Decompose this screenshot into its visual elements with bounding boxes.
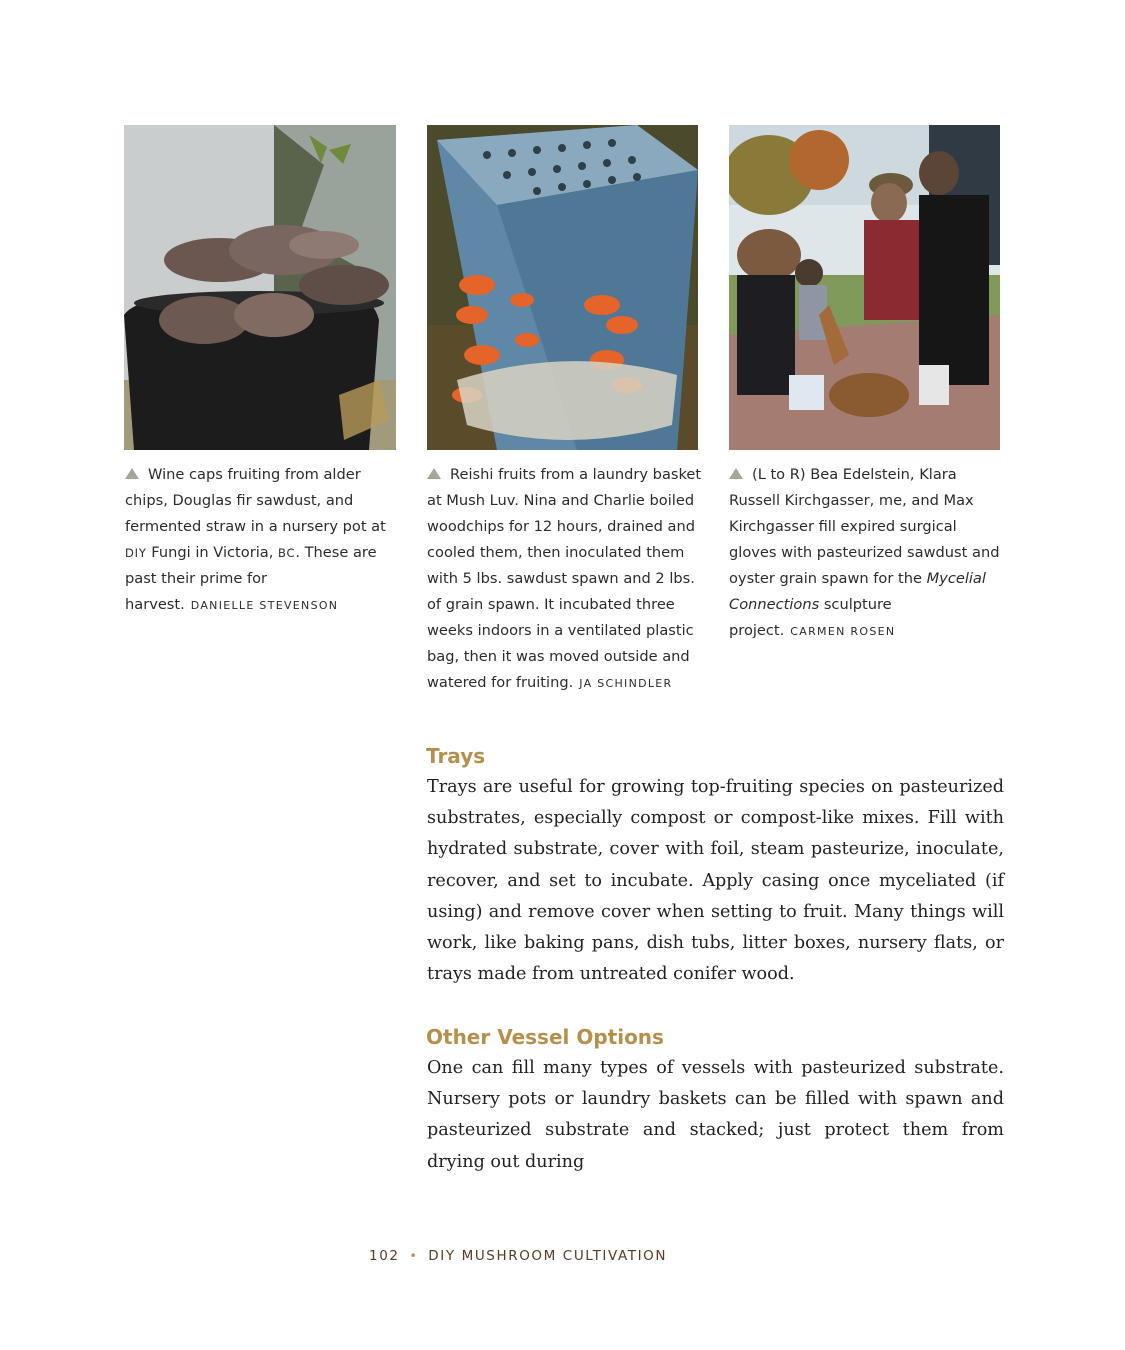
triangle-up-icon <box>125 468 139 479</box>
section-paragraph-trays: Trays are useful for growing top-fruiting species on pasteurized substrates, especially compost or compost-like mixes. Fill with hydrated substrate, cover with foil, steam pasteurize, inoculate, recover, and set to incubate. Apply casing once myceliated (if using) and remove cover when setting to fruit. Many things will work, like baking pans, dish tubs, litter boxes, nursery flats, or trays made from untreated conifer wood. <box>427 777 1004 985</box>
caption-text: Fungi in Victoria, <box>146 544 278 561</box>
photo-mycelial-connections-group <box>729 125 1000 450</box>
photo-wine-caps-nursery-pot <box>124 125 396 450</box>
page-number: 102 <box>369 1248 400 1264</box>
photo-credit: DANIELLE STEVENSON <box>190 599 339 612</box>
section-heading-other-vessel-options: Other Vessel Options <box>426 1025 664 1049</box>
caption-small-caps: DIY <box>125 546 147 560</box>
caption-small-caps: BC <box>277 546 296 560</box>
caption-text: Wine caps fruiting from alder chips, Douglas fir sawdust, and fermented straw in a nursery pot at <box>125 466 386 535</box>
caption-wine-caps <box>125 462 401 619</box>
caption-text: sculpture project. <box>729 596 892 639</box>
triangle-up-icon <box>729 468 743 479</box>
caption-mycelial-connections <box>729 462 1005 645</box>
triangle-up-icon <box>427 468 441 479</box>
caption-text: . These are past their prime for harvest. <box>125 544 377 613</box>
footer-separator: • <box>409 1249 419 1263</box>
caption-reishi <box>427 462 703 697</box>
photo-credit: JA SCHINDLER <box>579 677 673 690</box>
section-heading-trays: Trays <box>426 744 486 768</box>
section-paragraph-other-vessel-options: One can fill many types of vessels with pasteurized substrate. Nursery pots or laundry baskets can be filled with spawn and pasteurized substrate and stacked; just protect them from drying out during <box>427 1058 1004 1172</box>
caption-text: Reishi fruits from a laundry basket at Mush Luv. Nina and Charlie boiled woodchips for 12 hours, drained and cooled them, then inoculated them with 5 lbs. sawdust spawn and 2 lbs. of grain spawn. It incubated three weeks indoors in a ventilated plastic bag, then it was moved outside and watered for fruiting. <box>427 466 702 691</box>
caption-italic-title: Mycelial Connections <box>729 570 986 613</box>
photo-reishi-laundry-basket <box>427 125 698 450</box>
page-footer <box>369 1248 667 1264</box>
caption-text: (L to R) Bea Edelstein, Klara Russell Kirchgasser, me, and Max Kirchgasser fill expired surgical gloves with pasteurized sawdust and oyster grain spawn for the <box>729 466 1000 587</box>
running-title: DIY MUSHROOM CULTIVATION <box>428 1248 668 1264</box>
photo-credit: CARMEN ROSEN <box>790 625 896 638</box>
